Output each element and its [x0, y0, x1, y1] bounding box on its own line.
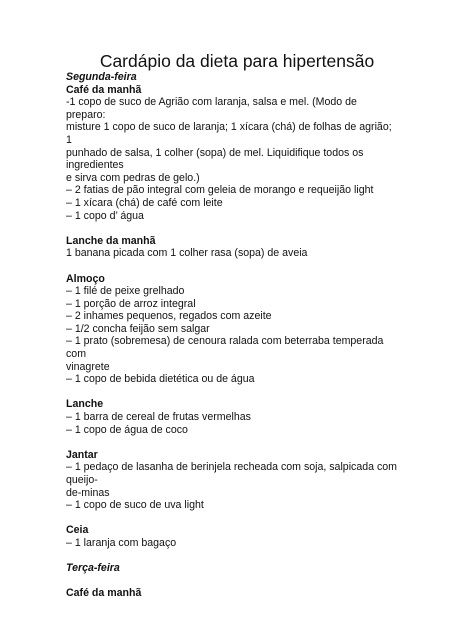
meal-heading: Lanche: [66, 398, 104, 411]
meal-line: – 1 copo de suco de uva light: [66, 499, 204, 512]
spacer: [66, 550, 466, 563]
meal-heading: Café da manhã: [66, 83, 142, 96]
meal-heading: Café da manhã: [66, 587, 142, 600]
meal-line: de-minas: [66, 486, 110, 499]
document-body: [66, 71, 466, 600]
meal-line: preparo:: [66, 108, 106, 121]
spacer: [66, 436, 466, 449]
meal-line: – 1 copo de água de coco: [66, 423, 188, 436]
meal-line: ingredientes: [66, 159, 124, 172]
meal-line: 1 banana picada com 1 colher rasa (sopa) de aveia: [66, 247, 308, 260]
spacer: [66, 260, 466, 273]
meal-line: – 1 filé de peixe grelhado: [66, 285, 185, 298]
meal-line: 1: [66, 133, 72, 146]
meal-line: – 1 laranja com bagaço: [66, 536, 177, 549]
meal-line: – 1 xícara (chá) de café com leite: [66, 196, 223, 209]
meal-line: – 1 copo de bebida dietética ou de água: [66, 373, 255, 386]
meal-line: – 2 fatias de pão integral com geleia de morango e requeijão light: [66, 184, 374, 197]
document-title: Cardápio da dieta para hipertensão: [99, 51, 375, 71]
spacer: [66, 575, 466, 588]
meal-line: com: [66, 348, 87, 361]
meal-line: – 1 pedaço de lasanha de berinjela recheada com soja, salpicada com: [66, 461, 397, 474]
meal-heading: Ceia: [66, 524, 89, 537]
meal-line: – 1 prato (sobremesa) de cenoura ralada com beterraba temperada: [66, 335, 384, 348]
meal-line: vinagrete: [66, 360, 110, 373]
meal-line: misture 1 copo de suco de laranja; 1 xícara (chá) de folhas de agrião;: [66, 121, 392, 134]
meal-heading: Almoço: [66, 272, 105, 285]
meal-line: -1 copo de suco de Agrião com laranja, salsa e mel. (Modo de: [66, 96, 357, 109]
spacer: [66, 222, 466, 235]
day-heading: Segunda-feira: [66, 71, 137, 83]
spacer: [66, 386, 466, 399]
meal-heading: Jantar: [66, 448, 98, 461]
meal-line: e sirva com pedras de gelo.): [66, 171, 200, 184]
day-heading: Terça-feira: [66, 562, 120, 575]
spacer: [66, 512, 466, 525]
meal-line: – 2 inhames pequenos, regados com azeite: [66, 310, 272, 323]
meal-line: – 1 copo d’ água: [66, 209, 144, 222]
meal-line: – 1/2 concha feijão sem salgar: [66, 322, 210, 335]
meal-line: – 1 barra de cereal de frutas vermelhas: [66, 411, 251, 424]
meal-line: queijo-: [66, 474, 98, 486]
meal-line: punhado de salsa, 1 colher (sopa) de mel. Liquidifique todos os: [66, 146, 364, 159]
meal-heading: Lanche da manhã: [66, 234, 156, 247]
meal-line: – 1 porção de arroz integral: [66, 297, 196, 310]
